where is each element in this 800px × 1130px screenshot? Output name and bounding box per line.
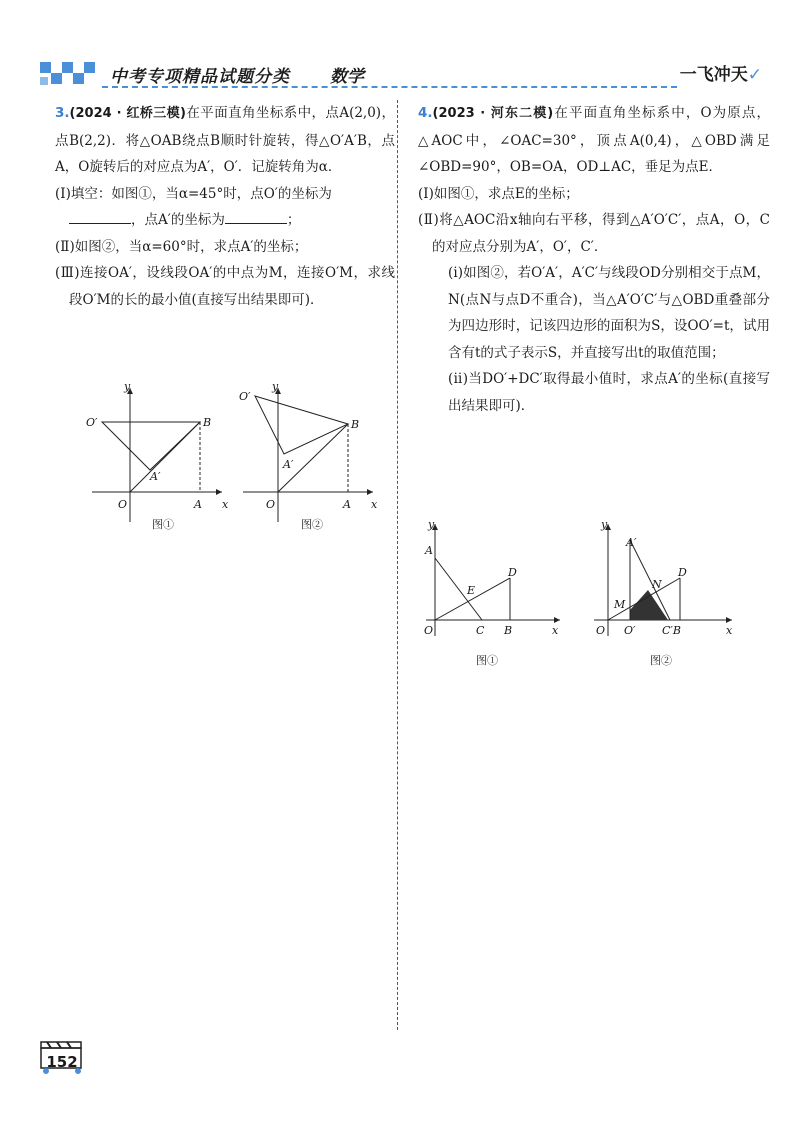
figure-caption: 图① [476, 654, 498, 667]
label-e: E [467, 584, 476, 597]
triangle-o-prime-a-prime-b [102, 422, 200, 470]
page-header [40, 56, 762, 92]
problem-text: 在平面直角坐标系中，O为原点，△AOC中，∠OAC=30°，顶点A(0,4)，△OBD满足∠OBD=90°，OB=OA，OD⊥AC，垂足为点E． [418, 105, 770, 175]
label-b: B [351, 418, 360, 431]
label-o-prime: O′ [239, 390, 251, 403]
problem-4-figure-1 [420, 518, 570, 673]
label-a-prime: A′ [150, 470, 161, 483]
problem-4-part-1: (Ⅰ)如图①，求点E的坐标； [418, 185, 579, 202]
check-icon: ✓ [747, 65, 762, 85]
x-axis-arrow-icon [367, 489, 373, 495]
problem-text: 在平面直角坐标系中，点A(2,0)，点B(2,2)．将△OAB绕点B顺时针旋转，得△O′A′B，点A，O旋转后的对应点为A′，O′．记旋转角为α． [55, 105, 395, 175]
label-a-prime: A′ [626, 536, 637, 549]
label-a: A [194, 498, 202, 511]
label-o: O [266, 498, 276, 511]
problem-3-figure-1 [82, 382, 232, 532]
label-o-prime: O′ [624, 624, 636, 637]
label-o: O [424, 624, 434, 637]
label-x: x [222, 498, 229, 511]
problem-source: (2024 · 红桥三模) [69, 106, 186, 121]
label-n: N [652, 578, 662, 591]
part-1-text-b: ，点A′的坐标为 [131, 212, 225, 228]
header-subject: 数学 [330, 67, 364, 87]
problem-source: (2023 · 河东二模) [432, 106, 554, 121]
answer-blank[interactable] [225, 209, 287, 224]
figure-caption: 图① [152, 518, 174, 531]
label-a-prime: A′ [283, 458, 294, 471]
triangle-o-prime-a-prime-b [255, 396, 348, 454]
x-axis-arrow-icon [216, 489, 222, 495]
label-b: B [203, 416, 212, 429]
header-title: 中考专项精品试题分类 [110, 67, 290, 87]
problem-number: 4. [418, 105, 433, 121]
x-axis-arrow-icon [726, 617, 732, 623]
part-1-text: (Ⅰ)填空：如图①，当α=45°时，点O′的坐标为 [55, 185, 332, 202]
figure-caption: 图② [650, 654, 672, 667]
logo-grid-icon [40, 62, 98, 88]
label-a: A [425, 544, 433, 557]
label-o-prime: O′ [86, 416, 98, 429]
problem-3-part-2: (Ⅱ)如图②，当α=60°时，求点A′的坐标； [55, 238, 308, 255]
label-y: y [272, 382, 279, 393]
problem-4-figure-2 [590, 518, 740, 673]
label-c: C [476, 624, 485, 637]
problem-3-part-3: (Ⅲ)连接OA′，设线段OA′的中点为M，连接O′M，求线段O′M的长的最小值(直接写出结果即可)． [55, 265, 395, 308]
problem-4 [418, 100, 770, 419]
label-c-prime-b: C′B [662, 624, 681, 637]
part-1-text-c: ； [286, 212, 301, 228]
label-a: A [343, 498, 351, 511]
problem-4-part-2-ii: (ⅱ)当DO′+DC′取得最小值时，求点A′的坐标(直接写出结果即可)． [448, 371, 770, 414]
problem-3-part-1 [55, 181, 395, 234]
column-divider [397, 100, 398, 1030]
label-y: y [124, 382, 131, 393]
label-b: B [504, 624, 513, 637]
label-x: x [552, 624, 559, 637]
header-rule [102, 86, 677, 88]
problem-number: 3. [55, 105, 70, 121]
label-o: O [596, 624, 606, 637]
problem-3-stem [55, 100, 395, 181]
label-d: D [508, 566, 517, 579]
problem-4-part-2-i: (ⅰ)如图②，若O′A′，A′C′与线段OD分别相交于点M，N(点N与点D不重合)，当△A′O′C′与△OBD重叠部分为四边形时，记该四边形的面积为S，设OO′=t，试用含有t的式子表示S，并直接写出t的取值范围； [448, 265, 770, 361]
problem-4-part-2: (Ⅱ)将△AOC沿x轴向右平移，得到△A′O′C′，点A，O，C的对应点分别为A′，O′，C′． [418, 212, 770, 255]
label-y: y [428, 518, 435, 531]
brand-logo [680, 60, 762, 85]
brand-text: 一飞冲天 [679, 65, 748, 85]
figure-caption: 图② [301, 518, 323, 531]
label-y: y [601, 518, 608, 531]
label-o: O [118, 498, 128, 511]
label-m: M [614, 598, 626, 611]
label-x: x [371, 498, 378, 511]
problem-3-figure-2 [233, 382, 383, 532]
x-axis-arrow-icon [554, 617, 560, 623]
problem-3 [55, 100, 395, 313]
problem-4-stem [418, 100, 770, 181]
label-d: D [678, 566, 687, 579]
page-number: 152 [46, 1053, 78, 1071]
label-x: x [726, 624, 733, 637]
answer-blank[interactable] [69, 209, 131, 224]
